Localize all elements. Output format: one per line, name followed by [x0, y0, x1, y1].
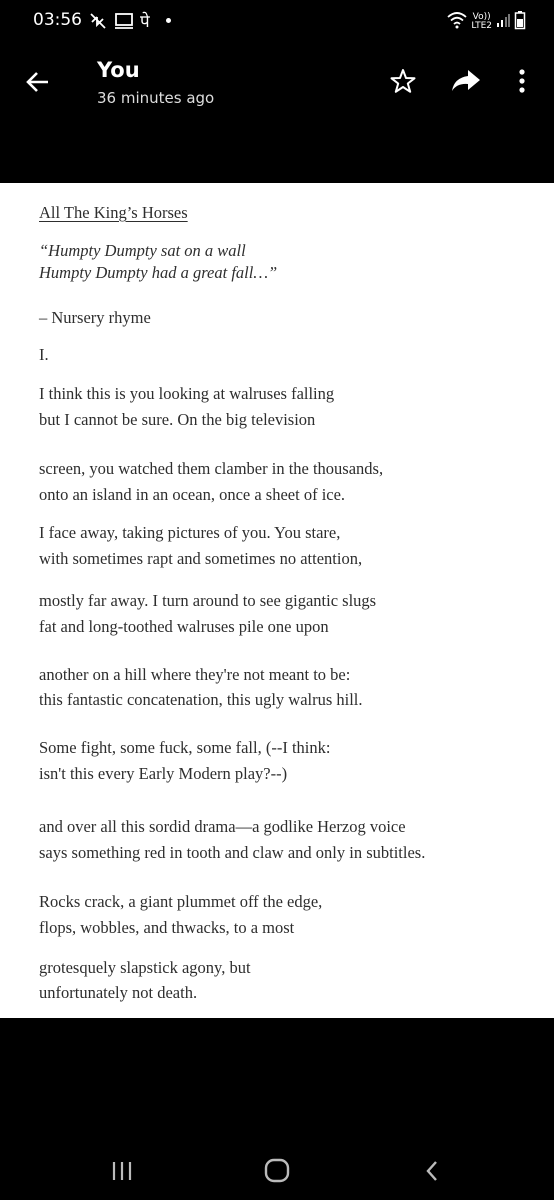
- poem-line: Rocks crack, a giant plummet off the edge,: [39, 892, 323, 911]
- poem-line: and over all this sordid drama—a godlike Herzog voice: [39, 817, 406, 836]
- poem-line: says something red in tooth and claw and only in subtitles.: [39, 843, 426, 862]
- more-vert-icon: [519, 69, 525, 93]
- status-notification-icons: [88, 9, 171, 32]
- poem-line: this fantastic concatenation, this ugly walrus hill.: [39, 690, 363, 709]
- poem-line: onto an island in an ocean, once a sheet of ice.: [39, 485, 346, 504]
- share-button[interactable]: [450, 66, 482, 96]
- poem-line: fat and long-toothed walruses pile one upon: [39, 617, 329, 636]
- poem-line: grotesquely slapstick agony, but: [39, 958, 251, 977]
- volte-indicator: [471, 13, 492, 31]
- poem-line: flops, wobbles, and thwacks, to a most: [39, 918, 295, 937]
- star-icon: [390, 68, 416, 94]
- poem-title: All The King’s Horses: [39, 203, 188, 222]
- recent-apps-icon: [110, 1160, 134, 1182]
- poem-line: screen, you watched them clamber in the thousands,: [39, 459, 384, 478]
- back-arrow-icon: [26, 71, 50, 93]
- home-icon: [263, 1158, 291, 1184]
- signal-icon: [496, 12, 510, 32]
- section-heading: I.: [39, 345, 49, 364]
- status-bar: [0, 0, 554, 40]
- wifi-icon: [447, 11, 467, 33]
- home-button[interactable]: [257, 1156, 297, 1186]
- poem-line: I face away, taking pictures of you. You stare,: [39, 523, 341, 542]
- back-icon: [423, 1159, 441, 1183]
- epigraph-line: Humpty Dumpty had a great fall…”: [39, 263, 278, 282]
- poem-line: unfortunately not death.: [39, 983, 198, 1002]
- poem-line: another on a hill where they're not meant to be:: [39, 665, 351, 684]
- document-page: [0, 183, 554, 1018]
- star-button[interactable]: [388, 66, 418, 96]
- sender-title: You: [97, 58, 140, 82]
- status-system-icons: [447, 10, 526, 34]
- timestamp: 36 minutes ago: [97, 89, 215, 107]
- volte-label: Vo)): [472, 12, 491, 22]
- lte-label: LTE2: [471, 21, 492, 31]
- status-time: 03:56: [33, 10, 82, 30]
- epigraph-line: “Humpty Dumpty sat on a wall: [39, 241, 246, 260]
- back-button[interactable]: [22, 66, 54, 98]
- poem-line: Some fight, some fuck, some fall, (--I think:: [39, 738, 331, 757]
- poem-line: I think this is you looking at walruses falling: [39, 384, 335, 403]
- epigraph-attribution: – Nursery rhyme: [39, 308, 151, 327]
- poem-line: mostly far away. I turn around to see gigantic slugs: [39, 591, 377, 610]
- screen-icon: [114, 11, 134, 31]
- recent-apps-button[interactable]: [102, 1156, 142, 1186]
- more-options-button[interactable]: [512, 66, 532, 96]
- poem-line: isn't this every Early Modern play?--): [39, 764, 288, 783]
- app-bar: [0, 40, 554, 183]
- no-disturb-icon: [88, 11, 108, 31]
- battery-icon: [514, 10, 526, 34]
- poem-line: with sometimes rapt and sometimes no attention,: [39, 549, 363, 568]
- system-back-button[interactable]: [412, 1156, 452, 1186]
- navigation-bar: [0, 1018, 554, 1200]
- notification-dot-icon: [166, 18, 171, 23]
- share-icon: [451, 69, 481, 93]
- poem-line: but I cannot be sure. On the big television: [39, 410, 316, 429]
- devanagari-app-icon: पे: [140, 12, 150, 32]
